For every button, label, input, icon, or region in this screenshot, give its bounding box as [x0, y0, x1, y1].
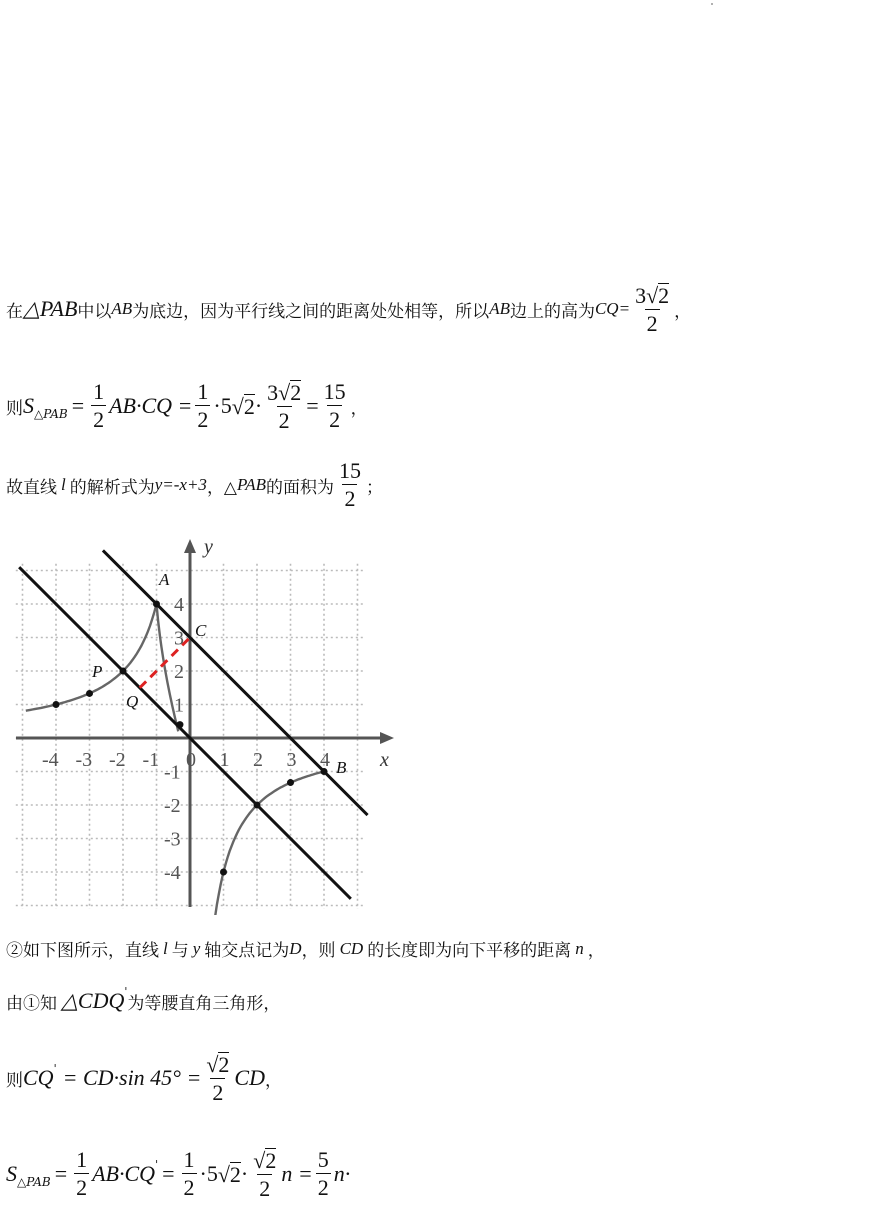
x-tick-label: -1 — [142, 749, 160, 771]
x-tick-label: 3 — [286, 749, 297, 771]
text-line-4 — [6, 936, 605, 961]
text: 轴交点记为 — [204, 941, 290, 961]
point-label-q: Q — [126, 692, 139, 711]
triangle-cdq: △CDQ — [61, 988, 125, 1013]
speck — [711, 3, 713, 5]
point-label-a: A — [159, 570, 170, 589]
fraction: $\frac{15}{2}$ — [323, 379, 346, 432]
curve-point — [53, 701, 60, 708]
fraction: √ 2 2 — [253, 1148, 277, 1201]
area-symbol: S — [23, 393, 34, 418]
radicand: 2 — [658, 283, 670, 308]
line-upper — [103, 550, 368, 815]
fraction: $\frac{1}{2}$ — [76, 1147, 88, 1200]
equation: y=-x+3 — [154, 475, 207, 494]
area-subscript: △PAB — [34, 407, 68, 421]
text: 则 — [6, 1070, 23, 1091]
fraction: √ 2 2 — [206, 1052, 230, 1105]
text: 中以 — [77, 301, 112, 322]
y-tick-label: -1 — [164, 761, 181, 784]
expression: = CD·sin 45° = — [62, 1065, 202, 1090]
y-tick-label: -2 — [164, 795, 181, 817]
text-line-6 — [6, 1052, 282, 1104]
point-d: D — [289, 938, 302, 958]
fraction: $\frac{1}{2}$ — [93, 379, 105, 432]
fraction-3sqrt2-over-2: 3 √ 2 2 — [635, 283, 670, 336]
text: ②如下图所示，直线 — [6, 941, 159, 961]
denominator: 2 — [646, 311, 658, 336]
fraction: $\frac{1}{2}$ — [197, 379, 209, 432]
x-tick-label: -2 — [109, 749, 126, 771]
y-tick-label: 2 — [174, 661, 184, 683]
equals: = — [54, 1161, 68, 1186]
prime: ' — [155, 1157, 159, 1171]
coordinate-graph — [10, 535, 395, 915]
prime: ' — [124, 984, 128, 998]
parallel-lines — [19, 550, 367, 898]
numerator: 3 — [635, 283, 647, 308]
text: 故直线 — [6, 477, 57, 498]
text-line-2 — [6, 380, 368, 432]
curve-point — [220, 869, 227, 876]
fraction: $\frac{15}{2}$ — [338, 458, 361, 511]
equals: = — [306, 393, 319, 418]
point-label-c: C — [195, 621, 207, 640]
text: 由①知 — [6, 993, 57, 1014]
segment-cd: CD — [339, 938, 364, 958]
text: 为底边，因为平行线之间的距离处处相等，所以 — [132, 301, 490, 322]
punct: ， — [264, 1070, 282, 1091]
triangle-name: PAB — [237, 475, 266, 494]
y-tick-label: -4 — [164, 862, 181, 884]
text: 与 — [171, 941, 189, 961]
variable-n: n — [575, 938, 584, 958]
expression: AB·CQ = — [109, 393, 193, 418]
text-line-5 — [6, 984, 281, 1014]
text: 的面积为 — [265, 477, 334, 498]
point-label-b: B — [336, 758, 347, 777]
y-tick-label: 3 — [174, 627, 184, 650]
expression: n = — [281, 1161, 313, 1186]
y-tick-label: -3 — [164, 828, 181, 851]
text-line-7 — [6, 1148, 350, 1200]
text: 为等腰直角三角形， — [127, 993, 281, 1014]
y-axis-name: y — [192, 938, 201, 958]
axes — [16, 539, 394, 907]
punct: ， — [350, 398, 368, 419]
text-line-3 — [6, 460, 383, 510]
text: ，△ — [206, 477, 238, 498]
dot: · — [254, 393, 263, 418]
cq-prime: CQ — [23, 1065, 54, 1090]
expression: ·5 — [199, 1161, 218, 1186]
curve-point — [287, 779, 294, 786]
sqrt: √ 2 — [217, 1162, 241, 1187]
area-symbol: S — [6, 1161, 17, 1186]
fraction: $\frac{1}{2}$ — [183, 1147, 195, 1200]
text: 在 — [6, 301, 23, 322]
text: 的长度即为向下平移的距离 — [367, 941, 572, 961]
axis-label-y: y — [204, 536, 213, 558]
text: 的解析式为 — [69, 477, 155, 498]
segment-cd: CD — [234, 1065, 265, 1090]
expression: n· — [333, 1161, 351, 1186]
text-line-1 — [6, 283, 691, 335]
punct: ， — [674, 301, 692, 322]
cq-label: CQ= — [594, 299, 631, 318]
y-tick-label: 4 — [174, 594, 184, 616]
x-axis-arrow — [380, 732, 394, 744]
dot: · — [240, 1161, 249, 1186]
sqrt: √ 2 — [231, 394, 255, 419]
x-tick-label: 4 — [320, 749, 330, 771]
x-tick-label: 2 — [253, 749, 263, 771]
x-tick-label: 0 — [186, 749, 196, 771]
prime: ' — [53, 1061, 57, 1075]
expression: ·5 — [213, 393, 232, 418]
curve-right-branch — [215, 772, 324, 916]
segment-ab: AB — [489, 299, 510, 318]
x-tick-label: 1 — [219, 749, 230, 771]
y-axis-arrow — [184, 539, 196, 553]
text: 边上的高为 — [509, 301, 595, 322]
punct: ； — [365, 477, 383, 498]
segment-ab: AB — [111, 299, 133, 318]
curve-point — [86, 690, 93, 697]
fraction: $\frac{5}{2}$ — [317, 1147, 329, 1200]
fraction: 3 √ 2 2 — [267, 380, 302, 433]
triangle-pab: △PAB — [23, 296, 78, 321]
y-tick-label: 1 — [174, 694, 184, 717]
line-l: l — [163, 938, 168, 958]
equals: = — [71, 393, 85, 418]
punct: ， — [587, 941, 605, 961]
x-tick-label: -4 — [42, 749, 59, 771]
area-subscript: △PAB — [17, 1175, 51, 1189]
equals: = — [162, 1161, 175, 1186]
line-l: l — [61, 475, 66, 494]
text: ，则 — [301, 941, 336, 961]
axis-label-x: x — [380, 749, 389, 771]
point-label-p: P — [92, 662, 103, 681]
text: 则 — [6, 398, 23, 419]
expression: AB·CQ — [92, 1161, 156, 1186]
x-tick-label: -3 — [75, 749, 93, 771]
line-lower — [19, 567, 351, 899]
